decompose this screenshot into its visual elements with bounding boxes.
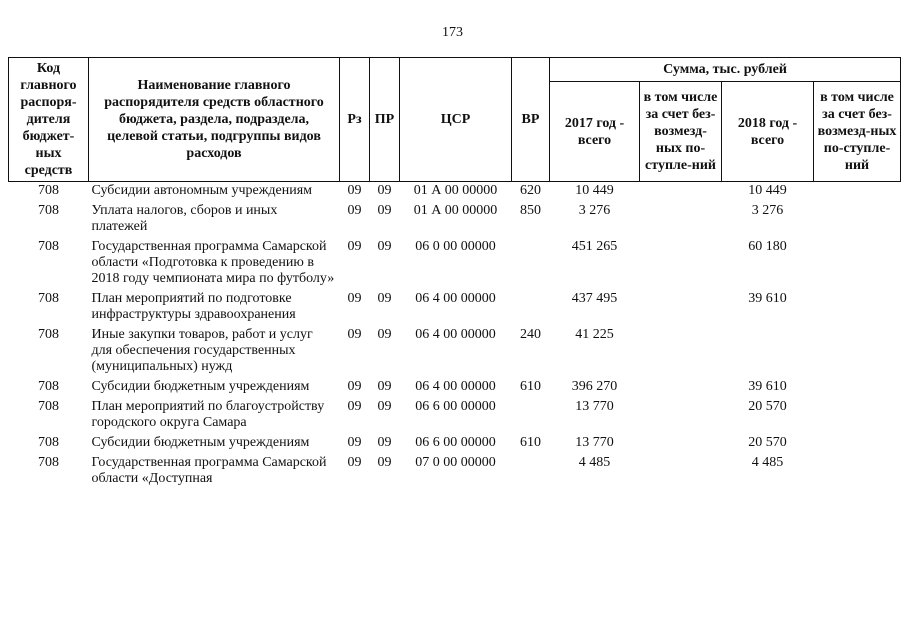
row-2017-free <box>640 435 722 455</box>
header-sum-group: Сумма, тыс. рублей <box>550 58 901 82</box>
row-pr: 09 <box>377 379 392 394</box>
row-rz: 09 <box>347 239 362 254</box>
row-2018-total: 20 570 <box>748 399 787 414</box>
row-vr <box>512 291 550 327</box>
table-row <box>9 327 901 379</box>
row-2018-total: 60 180 <box>748 239 787 254</box>
table-row <box>9 182 901 204</box>
row-pr: 09 <box>377 183 392 198</box>
header-csr: ЦСР <box>400 58 512 182</box>
row-rz: 09 <box>347 399 362 414</box>
row-code: 708 <box>38 203 59 218</box>
row-vr <box>512 239 550 291</box>
header-name: Наименование главного распорядителя средств областного бюджета, раздела, подраздела, целевой статьи, подгруппы видов расходов <box>89 58 340 182</box>
row-csr: 01 А 00 00000 <box>413 203 498 218</box>
header-2018-total: 2018 год - всего <box>722 82 814 182</box>
row-rz: 09 <box>347 183 362 198</box>
page-number: 173 <box>442 25 463 40</box>
row-2017-free <box>640 203 722 239</box>
header-2018-free: в том числе за счет без-возмезд-ных по-ступле-ний <box>814 82 901 182</box>
table-row <box>9 203 901 239</box>
row-2018-free <box>814 435 901 455</box>
table-row <box>9 291 901 327</box>
row-2017-free <box>640 399 722 435</box>
row-name: План мероприятий по подготовке инфраструктуры здравоохранения <box>91 291 296 322</box>
row-pr: 09 <box>377 327 392 342</box>
row-csr: 06 6 00 00000 <box>415 399 496 414</box>
row-name: Субсидии бюджетным учреждениям <box>91 435 310 450</box>
row-vr <box>512 399 550 435</box>
row-2018-total: 20 570 <box>748 435 787 450</box>
row-2018-total: 39 610 <box>748 291 787 306</box>
row-2018-free <box>814 239 901 291</box>
row-2017-total: 10 449 <box>575 183 614 198</box>
header-pr: ПР <box>370 58 400 182</box>
row-csr: 07 0 00 00000 <box>415 455 496 470</box>
row-code: 708 <box>38 183 59 198</box>
row-code: 708 <box>38 327 59 342</box>
row-code: 708 <box>38 455 59 470</box>
header-vr: ВР <box>512 58 550 182</box>
row-vr: 610 <box>520 435 541 450</box>
row-rz: 09 <box>347 291 362 306</box>
row-pr: 09 <box>377 291 392 306</box>
row-name: Иные закупки товаров, работ и услуг для обеспечения государственных (муниципальных) нужд <box>91 327 313 374</box>
table-row <box>9 455 901 491</box>
row-rz: 09 <box>347 435 362 450</box>
row-2018-free <box>814 182 901 204</box>
row-2018-free <box>814 291 901 327</box>
row-name: Государственная программа Самарской области «Подготовка к проведению в 2018 году чемпионата мира по футболу» <box>91 239 335 286</box>
row-vr: 610 <box>520 379 541 394</box>
budget-table <box>8 57 901 491</box>
header-code: Код главного распоря-дителя бюджет-ных средств <box>9 58 89 182</box>
row-code: 708 <box>38 399 59 414</box>
header-rz: Рз <box>340 58 370 182</box>
row-2017-total: 3 276 <box>578 203 611 218</box>
row-2018-free <box>814 379 901 399</box>
table-row <box>9 239 901 291</box>
row-pr: 09 <box>377 455 392 470</box>
row-2018-total: 10 449 <box>748 183 787 198</box>
row-csr: 06 4 00 00000 <box>415 379 496 394</box>
row-2017-total: 451 265 <box>571 239 618 254</box>
row-code: 708 <box>38 239 59 254</box>
row-code: 708 <box>38 379 59 394</box>
row-vr: 620 <box>520 183 541 198</box>
row-csr: 06 0 00 00000 <box>415 239 496 254</box>
row-pr: 09 <box>377 203 392 218</box>
row-csr: 06 4 00 00000 <box>415 327 496 342</box>
header-2017-free: в том числе за счет без-возмезд-ных по-ступле-ний <box>640 82 722 182</box>
row-2017-total: 13 770 <box>575 435 614 450</box>
row-2018-free <box>814 455 901 491</box>
row-name: Уплата налогов, сборов и иных платежей <box>91 203 278 234</box>
table-row <box>9 399 901 435</box>
row-2017-free <box>640 379 722 399</box>
row-2018-total <box>722 327 814 379</box>
table-header <box>9 58 901 182</box>
row-rz: 09 <box>347 379 362 394</box>
row-2018-free <box>814 203 901 239</box>
row-2017-total: 41 225 <box>575 327 614 342</box>
table-body <box>9 182 901 492</box>
row-2017-total: 13 770 <box>575 399 614 414</box>
row-2017-free <box>640 182 722 204</box>
row-2018-total: 4 485 <box>751 455 784 470</box>
row-csr: 01 А 00 00000 <box>413 183 498 198</box>
row-name: Субсидии автономным учреждениям <box>91 183 313 198</box>
row-2017-free <box>640 239 722 291</box>
row-name: План мероприятий по благоустройству городского округа Самара <box>91 399 325 430</box>
row-vr <box>512 455 550 491</box>
row-2018-total: 3 276 <box>751 203 784 218</box>
table-row <box>9 435 901 455</box>
row-rz: 09 <box>347 327 362 342</box>
row-name: Субсидии бюджетным учреждениям <box>91 379 310 394</box>
row-pr: 09 <box>377 399 392 414</box>
row-2017-total: 437 495 <box>571 291 618 306</box>
row-csr: 06 4 00 00000 <box>415 291 496 306</box>
row-code: 708 <box>38 291 59 306</box>
row-2018-free <box>814 399 901 435</box>
row-name: Государственная программа Самарской области «Доступная <box>91 455 327 486</box>
row-2017-total: 396 270 <box>571 379 618 394</box>
row-pr: 09 <box>377 435 392 450</box>
row-2017-free <box>640 291 722 327</box>
row-rz: 09 <box>347 455 362 470</box>
row-2017-total: 4 485 <box>578 455 611 470</box>
row-2017-free <box>640 327 722 379</box>
row-2018-free <box>814 327 901 379</box>
row-2018-total: 39 610 <box>748 379 787 394</box>
row-vr: 240 <box>520 327 541 342</box>
row-csr: 06 6 00 00000 <box>415 435 496 450</box>
row-vr: 850 <box>520 203 541 218</box>
header-2017-total: 2017 год - всего <box>550 82 640 182</box>
row-code: 708 <box>38 435 59 450</box>
row-pr: 09 <box>377 239 392 254</box>
row-2017-free <box>640 455 722 491</box>
table-row <box>9 379 901 399</box>
row-rz: 09 <box>347 203 362 218</box>
